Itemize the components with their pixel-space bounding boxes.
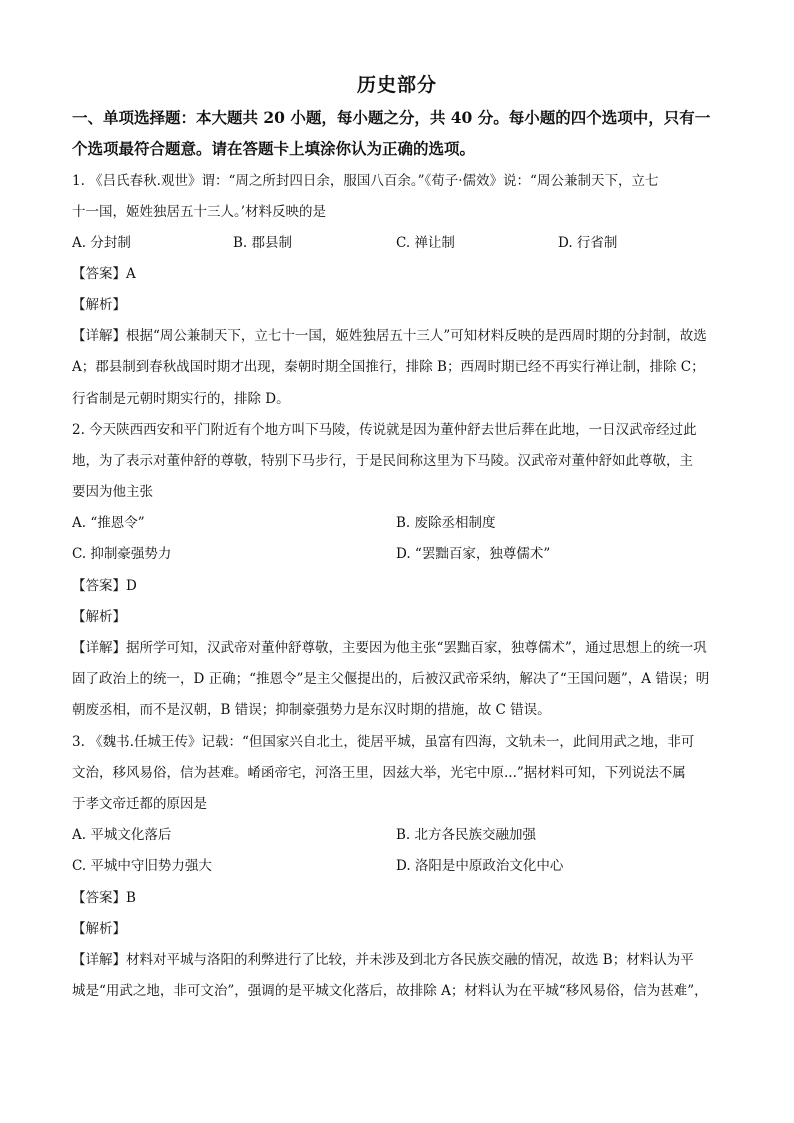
q3-detail-line-1: 【详解】材料对平城与洛阳的利弊进行了比较，并未涉及到北方各民族交融的情况，故选 B；材料认为平 — [72, 952, 694, 968]
q1-option-c: C. 禅让制 — [396, 235, 455, 251]
q2-stem-line-1: 2. 今天陕西西安和平门附近有个地方叫下马陵，传说就是因为董仲舒去世后葬在此地，一日汉武帝经过此 — [72, 422, 697, 438]
q2-detail-line-1: 【详解】据所学可知，汉武帝对董仲舒尊敬，主要因为他主张“罢黜百家，独尊儒术”，通过思想上的统一巩 — [72, 640, 707, 656]
q3-option-c: C. 平城中守旧势力强大 — [72, 858, 212, 874]
q1-option-b: B. 郡县制 — [233, 235, 293, 251]
section-instructions — [72, 102, 724, 164]
q3-answer: 【答案】B — [72, 890, 136, 906]
q3-option-d: D. 洛阳是中原政治文化中心 — [396, 858, 564, 874]
q2-detail-line-2: 固了政治上的统一，D 正确；“推恩令”是主父偃提出的，后被汉武帝采纳，解决了“王国问题”，A 错误；明 — [72, 671, 710, 687]
q2-option-b: B. 废除丞相制度 — [396, 515, 496, 531]
q3-detail-line-2: 城是“用武之地，非可文治”，强调的是平城文化落后，故排除 A；材料认为在平城“移风易俗，信为甚难”， — [72, 983, 708, 999]
q2-answer: 【答案】D — [72, 578, 137, 594]
q1-detail-line-3: 行省制是元朝时期实行的，排除 D。 — [72, 391, 290, 407]
q1-stem-line-1: 1. 《吕氏春秋.观世》谓：“周之所封四日余，服国八百余。”《荀子·儒效》说：“周公兼制天下，立七 — [72, 173, 659, 189]
q2-detail-line-3: 朝废丞相，而不是汉朝，B 错误；抑制豪强势力是东汉时期的措施，故 C 错误。 — [72, 702, 551, 718]
q1-answer: 【答案】A — [72, 266, 136, 282]
q3-stem-line-1: 3. 《魏书.任城王传》记载：“但国家兴自北土，徙居平城，虽富有四海，文轨未一，此间用武之地，非可 — [72, 734, 695, 750]
q1-detail-line-1: 【详解】根据“周公兼制天下，立七十一国，姬姓独居五十三人”可知材料反映的是西周时期的分封制，故选 — [72, 328, 707, 344]
section-line-1: 一、单项选择题：本大题共 20 小题，每小题之分，共 40 分。每小题的四个选项中，只有一 — [72, 108, 711, 127]
q3-analysis-label: 【解析】 — [72, 921, 126, 937]
q1-option-a: A. 分封制 — [72, 235, 131, 251]
q3-option-a: A. 平城文化落后 — [72, 827, 172, 843]
q1-option-d: D. 行省制 — [558, 235, 618, 251]
q2-analysis-label: 【解析】 — [72, 609, 126, 625]
q3-stem-line-2: 文治，移风易俗，信为甚难。崤函帝宅，河洛王里，因兹大举，光宅中原...”据材料可知，下列说法不属 — [72, 765, 686, 781]
section-line-2: 个选项最符合题意。请在答题卡上填涂你认为正确的选项。 — [72, 139, 476, 158]
q2-option-a: A. “推恩令” — [72, 515, 145, 531]
page-title: 历史部分 — [356, 74, 437, 96]
q1-analysis-label: 【解析】 — [72, 297, 126, 313]
q2-stem-line-3: 要因为他主张 — [72, 484, 153, 500]
q3-stem-line-3: 于孝文帝迁都的原因是 — [72, 796, 207, 812]
q1-detail-line-2: A；郡县制到春秋战国时期才出现，秦朝时期全国推行，排除 B；西周时期已经不再实行禅让制，排除 C； — [72, 359, 705, 375]
q3-option-b: B. 北方各民族交融加强 — [396, 827, 537, 843]
q2-stem-line-2: 地，为了表示对董仲舒的尊敬，特别下马步行，于是民间称这里为下马陵。汉武帝对董仲舒如此尊敬，主 — [72, 453, 693, 469]
q2-option-c: C. 抑制豪强势力 — [72, 546, 172, 562]
q2-option-d: D. “罢黜百家，独尊儒术” — [396, 546, 551, 562]
q1-stem-line-2: 十一国，姬姓独居五十三人。’材料反映的是 — [72, 204, 327, 220]
